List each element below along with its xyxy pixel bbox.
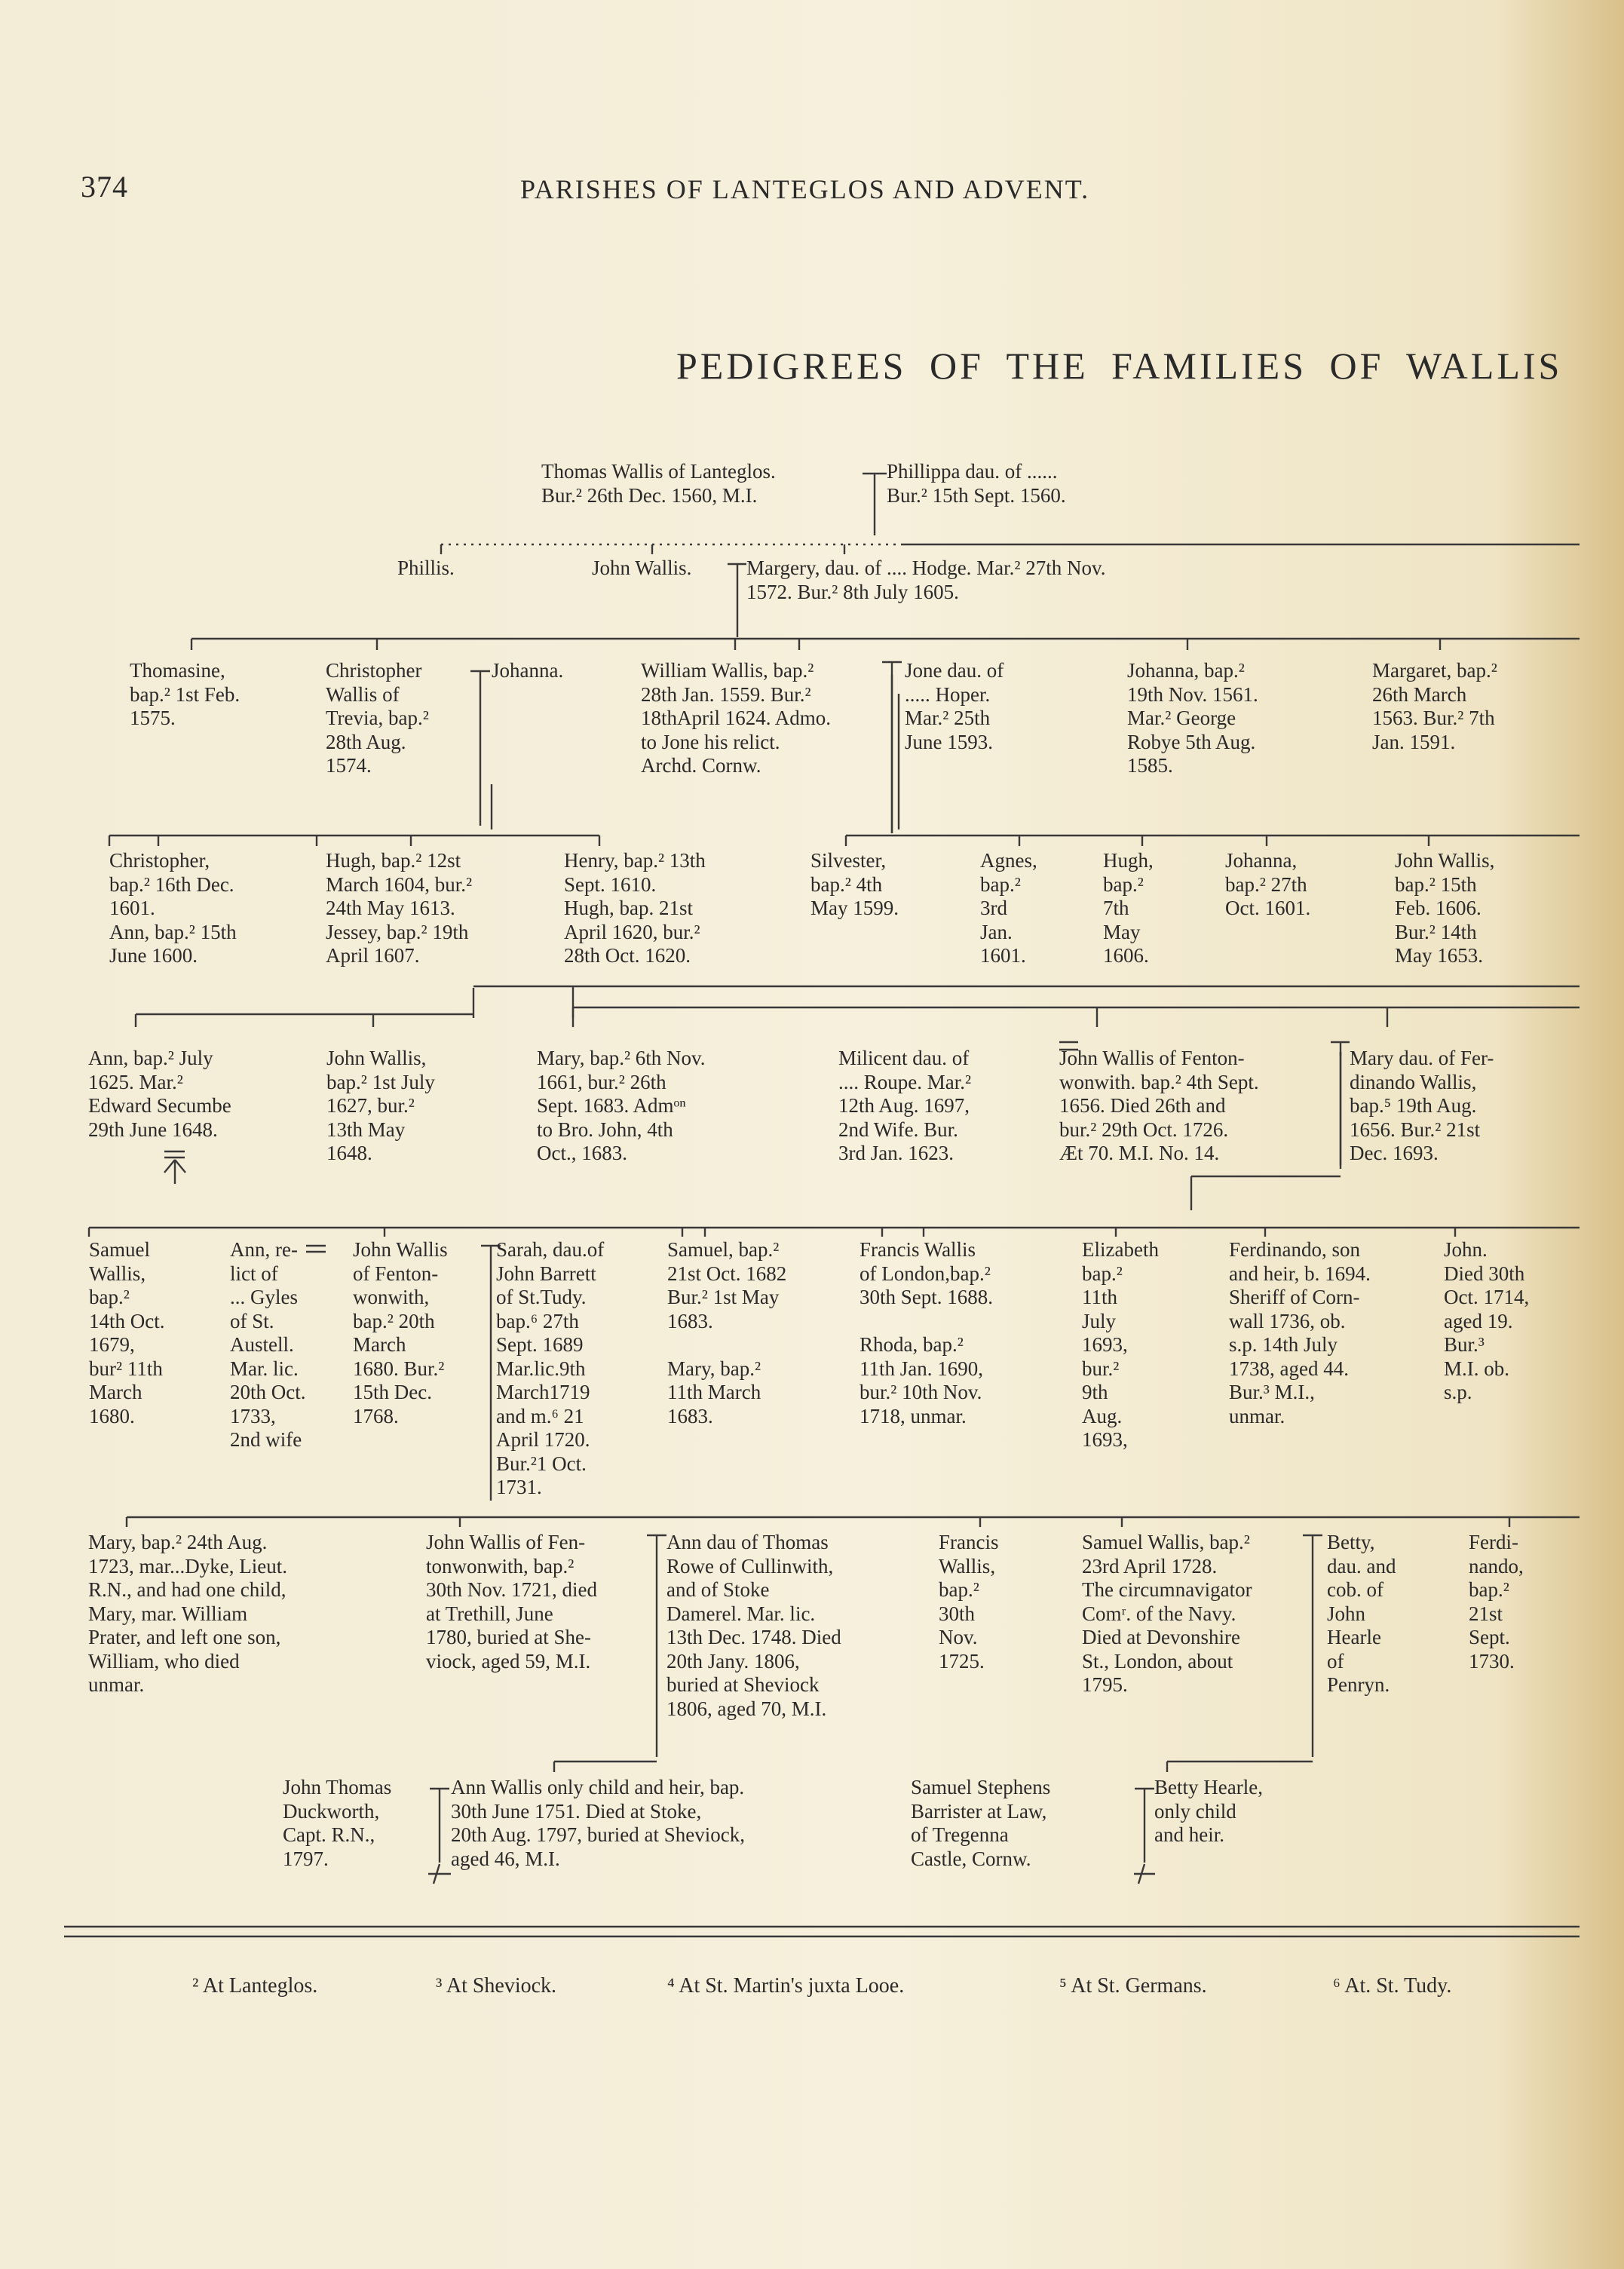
person-john-wallis-gen1: John Wallis. [592, 557, 692, 579]
person-hugh-1604: Hugh, bap.² 12st March 1604, bur.² 24th May 1613. Jessey, bap.² 19th April 1607. [326, 849, 473, 967]
person-samuel-stephens: Samuel Stephens Barrister at Law, of Tregenna Castle, Cornw. [911, 1776, 1051, 1870]
person-john-wallis-1627: John Wallis, bap.² 1st July 1627, bur.² 13th May 1648. [326, 1047, 435, 1164]
person-samuel-1682: Samuel, bap.² 21st Oct. 1682 Bur.² 1st May 1683. Mary, bap.² 11th March 1683. [667, 1238, 787, 1427]
person-john-1714: John. Died 30th Oct. 1714, aged 19. Bur.³ M.I. ob. s.p. [1444, 1238, 1530, 1403]
person-milicent-roupe: Milicent dau. of .... Roupe. Mar.² 12th Aug. 1697, 2nd Wife. Bur. 3rd Jan. 1623. [838, 1047, 972, 1164]
running-header: PARISHES OF LANTEGLOS AND ADVENT. [520, 174, 1090, 204]
person-johanna-1561: Johanna, bap.² 19th Nov. 1561. Mar.² George Robye 5th Aug. 1585. [1127, 659, 1258, 777]
person-john-thomas-duckworth: John Thomas Duckworth, Capt. R.N., 1797. [283, 1776, 392, 1870]
person-william-wallis: William Wallis, bap.² 28th Jan. 1559. Bur.² 18thApril 1624. Admo. to Jone his relict. Archd. Cornw. [641, 659, 832, 777]
person-henry-1610: Henry, bap.² 13th Sept. 1610. Hugh, bap. 21st April 1620, bur.² 28th Oct. 1620. [564, 849, 706, 967]
person-ferdinando-1730: Ferdi- nando, bap.² 21st Sept. 1730. [1469, 1531, 1524, 1673]
person-francis-1725: Francis Wallis, bap.² 30th Nov. 1725. [939, 1531, 999, 1673]
footnote: ⁶ At. St. Tudy. [1333, 1974, 1452, 1998]
person-phillippa: Phillippa dau. of ...... Bur.² 15th Sept. 1560. [887, 460, 1066, 507]
footnote: ⁵ At St. Germans. [1059, 1974, 1207, 1998]
person-christopher-wallis: Christopher Wallis of Trevia, bap.² 28th Aug. 1574. [326, 659, 429, 777]
footnote: ⁴ At St. Martin's juxta Looe. [667, 1974, 905, 1998]
person-mary-1661: Mary, bap.² 6th Nov. 1661, bur.² 26th Sept. 1683. Admᵒⁿ to Bro. John, 4th Oct., 1683. [537, 1047, 706, 1164]
person-agnes: Agnes, bap.² 3rd Jan. 1601. [980, 849, 1037, 967]
person-mary-ferdinando: Mary dau. of Fer- dinando Wallis, bap.⁵ 19th Aug. 1656. Bur.² 21st Dec. 1693. [1350, 1047, 1494, 1164]
person-betty-hearle: Betty Hearle, only child and heir. [1154, 1776, 1263, 1846]
person-jone-hoper: Jone dau. of ..... Hoper. Mar.² 25th June 1593. [905, 659, 1004, 753]
person-johanna-1601: Johanna, bap.² 27th Oct. 1601. [1225, 849, 1311, 919]
person-margery-hodge: Margery, dau. of .... Hodge. Mar.² 27th Nov. 1572. Bur.² 8th July 1605. [746, 557, 1106, 603]
person-ferdinando-1694: Ferdinando, son and heir, b. 1694. Sheriff of Corn- wall 1736, ob. s.p. 14th July 1738, aged 44. Bur.³ M.I., unmar. [1229, 1238, 1371, 1427]
person-christopher-1601: Christopher, bap.² 16th Dec. 1601. Ann, bap.² 15th June 1600. [109, 849, 237, 967]
person-ann-wallis-1751: Ann Wallis only child and heir, bap. 30th June 1751. Died at Stoke, 20th Aug. 1797, buried at Sheviock, aged 46, M.I. [451, 1776, 745, 1870]
person-silvester: Silvester, bap.² 4th May 1599. [810, 849, 899, 919]
page-number: 374 [81, 170, 128, 204]
person-john-wallis-1606: John Wallis, bap.² 15th Feb. 1606. Bur.² 14th May 1653. [1395, 849, 1495, 967]
person-john-wallis-1680: John Wallis of Fenton- wonwith, bap.² 20th March 1680. Bur.² 15th Dec. 1768. [353, 1238, 448, 1427]
person-margaret-1563: Margaret, bap.² 26th March 1563. Bur.² 7th Jan. 1591. [1372, 659, 1497, 753]
person-thomas-wallis: Thomas Wallis of Lanteglos. Bur.² 26th Dec. 1560, M.I. [541, 460, 776, 507]
person-betty-hearle-penryn: Betty, dau. and cob. of John Hearle of Penryn. [1327, 1531, 1396, 1696]
person-ann-1625: Ann, bap.² July 1625. Mar.² Edward Secumbe 29th June 1648. [88, 1047, 231, 1141]
person-thomasine: Thomasine, bap.² 1st Feb. 1575. [130, 659, 241, 729]
person-phillis: Phillis. [397, 557, 455, 579]
person-francis-wallis-london: Francis Wallis of London,bap.² 30th Sept. 1688. Rhoda, bap.² 11th Jan. 1690, bur.² 10th Nov. 1718, unmar. [859, 1238, 994, 1427]
person-sarah-barrett: Sarah, dau.of John Barrett of St.Tudy. bap.⁶ 27th Sept. 1689 Mar.lic.9th March1719 and m.⁶ 21 April 1720. Bur.²1 Oct. 1731. [496, 1238, 605, 1498]
person-ann-gyles: Ann, re- lict of ... Gyles of St. Austell. Mar. lic. 20th Oct. 1733, 2nd wife [230, 1238, 306, 1451]
person-john-wallis-fentonwonwith-1656: John Wallis of Fenton- wonwith. bap.² 4th Sept. 1656. Died 26th and bur.² 29th Oct. 1726. Æt 70. M.I. No. 14. [1059, 1047, 1259, 1164]
person-john-wallis-1721: John Wallis of Fen- tonwonwith, bap.² 30th Nov. 1721, died at Trethill, June 1780, buried at She- viock, aged 59, M.I. [426, 1531, 597, 1673]
person-elizabeth-1693: Elizabeth bap.² 11th July 1693, bur.² 9th Aug. 1693, [1082, 1238, 1159, 1451]
person-samuel-1679: Samuel Wallis, bap.² 14th Oct. 1679, bur² 11th March 1680. [89, 1238, 165, 1427]
footnote: ² At Lanteglos. [192, 1974, 318, 1998]
footnote: ³ At Sheviock. [436, 1974, 557, 1998]
page-title: PEDIGREES OF THE FAMILIES OF WALLIS [676, 345, 1563, 387]
person-mary-1723: Mary, bap.² 24th Aug. 1723, mar...Dyke, Lieut. R.N., and had one child, Mary, mar. William Prater, and left one son, William, who died unmar. [88, 1531, 287, 1696]
person-johanna-wife: Johanna. [492, 659, 564, 682]
person-hugh-1606: Hugh, bap.² 7th May 1606. [1103, 849, 1154, 967]
person-ann-rowe: Ann dau of Thomas Rowe of Cullinwith, and of Stoke Damerel. Mar. lic. 13th Dec. 1748. Died 20th Jany. 1806, buried at Sheviock 1806, aged 70, M.I. [666, 1531, 841, 1720]
person-samuel-wallis-circumnavigator: Samuel Wallis, bap.² 23rd April 1728. The circumnavigator Comʳ. of the Navy. Died at Devonshire St., London, about 1795. [1082, 1531, 1252, 1696]
